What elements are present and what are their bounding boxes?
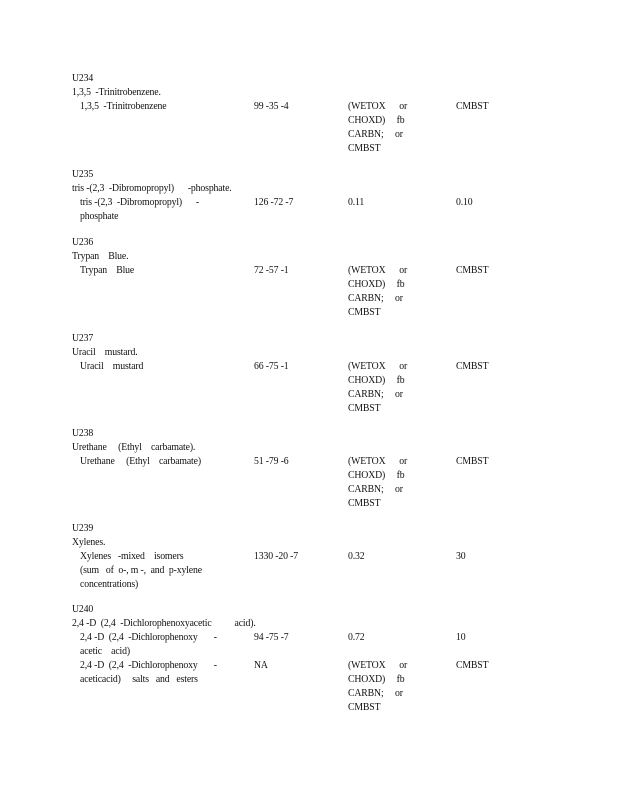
wastewater-standard-line: (WETOX or (348, 265, 408, 276)
cas-number (254, 360, 344, 374)
wastewater-standard (348, 631, 448, 645)
cas-number (254, 196, 344, 210)
nonwastewater-standard-text: 0.10 (456, 197, 473, 208)
constituent-name (80, 360, 250, 374)
cas-number-text: 66 -75 -1 (254, 361, 289, 372)
wastewater-standard-line: CMBST (348, 498, 381, 509)
wastewater-standard (348, 196, 448, 210)
nonwastewater-standard (456, 631, 556, 645)
waste-title: 1,3,5 -Trinitrobenzene. (72, 87, 161, 98)
waste-entry (72, 427, 592, 509)
constituent-name-line: Xylenes -mixed isomers (80, 551, 184, 562)
constituent-name-line: Trypan Blue (80, 265, 135, 276)
constituent-name-line: 1,3,5 -Trinitrobenzene (80, 101, 167, 112)
waste-title: Uracil mustard. (72, 347, 138, 358)
wastewater-standard-line: CHOXD) fb (348, 375, 405, 386)
constituent-name (80, 631, 250, 659)
constituent-name-line: 2,4 -D (2,4 -Dichlorophenoxy - (80, 660, 217, 671)
wastewater-standard (348, 550, 448, 564)
waste-code: U240 (72, 604, 94, 615)
wastewater-standard-line: CARBN; or (348, 688, 403, 699)
constituent-name-line: 2,4 -D (2,4 -Dichlorophenoxy - (80, 632, 217, 643)
wastewater-standard-line: (WETOX or (348, 456, 408, 467)
wastewater-standard (348, 455, 448, 511)
wastewater-standard-line: (WETOX or (348, 101, 408, 112)
nonwastewater-standard-text: CMBST (456, 101, 489, 112)
waste-code: U236 (72, 237, 94, 248)
cas-number-text: 1330 -20 -7 (254, 551, 299, 562)
nonwastewater-standard (456, 264, 556, 278)
constituent-name (80, 100, 250, 114)
cas-number-text: 51 -79 -6 (254, 456, 289, 467)
cas-number (254, 264, 344, 278)
waste-code: U235 (72, 169, 94, 180)
waste-title: tris -(2,3 -Dibromopropyl) -phosphate. (72, 183, 232, 194)
waste-title: Trypan Blue. (72, 251, 129, 262)
nonwastewater-standard (456, 455, 556, 469)
wastewater-standard (348, 659, 448, 715)
constituent-name (80, 455, 250, 469)
wastewater-standard-line: CMBST (348, 702, 381, 713)
nonwastewater-standard (456, 659, 556, 673)
nonwastewater-standard-text: 10 (456, 632, 466, 643)
wastewater-standard (348, 100, 448, 156)
cas-number-text: NA (254, 660, 268, 671)
constituent-name-line: Urethane (Ethyl carbamate) (80, 456, 201, 467)
wastewater-standard-line: CMBST (348, 143, 381, 154)
cas-number-text: 99 -35 -4 (254, 101, 289, 112)
waste-entry (72, 603, 592, 713)
waste-code: U238 (72, 428, 94, 439)
waste-entry (72, 522, 592, 590)
cas-number-text: 72 -57 -1 (254, 265, 289, 276)
waste-entry (72, 72, 592, 154)
wastewater-standard-line: CARBN; or (348, 293, 403, 304)
cas-number (254, 659, 344, 673)
waste-title: Xylenes. (72, 537, 106, 548)
nonwastewater-standard-text: CMBST (456, 660, 489, 671)
wastewater-standard-line: (WETOX or (348, 361, 408, 372)
waste-code: U237 (72, 333, 94, 344)
nonwastewater-standard-text: 30 (456, 551, 466, 562)
nonwastewater-standard-text: CMBST (456, 361, 489, 372)
cas-number (254, 455, 344, 469)
nonwastewater-standard-text: CMBST (456, 265, 489, 276)
wastewater-standard-line: CHOXD) fb (348, 279, 405, 290)
wastewater-standard-line: (WETOX or (348, 660, 408, 671)
constituent-name (80, 264, 250, 278)
constituent-name-line: Uracil mustard (80, 361, 144, 372)
wastewater-standard-line: CHOXD) fb (348, 470, 405, 481)
constituent-name-line: concentrations) (80, 579, 139, 590)
wastewater-standard-line: 0.72 (348, 632, 365, 643)
waste-code: U239 (72, 523, 94, 534)
nonwastewater-standard (456, 360, 556, 374)
constituent-name-line: phosphate (80, 211, 119, 222)
nonwastewater-standard (456, 550, 556, 564)
constituent-name (80, 659, 250, 687)
constituent-name (80, 196, 250, 224)
constituent-name-line: acetic acid) (80, 646, 130, 657)
waste-entry (72, 236, 592, 318)
cas-number (254, 550, 344, 564)
wastewater-standard (348, 264, 448, 320)
waste-title: 2,4 -D (2,4 -Dichlorophenoxyacetic acid). (72, 618, 256, 629)
wastewater-standard-line: CMBST (348, 307, 381, 318)
waste-title: Urethane (Ethyl carbamate). (72, 442, 196, 453)
wastewater-standard-line: 0.32 (348, 551, 365, 562)
wastewater-standard-line: CMBST (348, 403, 381, 414)
cas-number (254, 100, 344, 114)
nonwastewater-standard (456, 196, 556, 210)
waste-entry (72, 168, 592, 222)
wastewater-standard-line: CARBN; or (348, 389, 403, 400)
nonwastewater-standard-text: CMBST (456, 456, 489, 467)
wastewater-standard-line: CARBN; or (348, 484, 403, 495)
wastewater-standard (348, 360, 448, 416)
wastewater-standard-line: CARBN; or (348, 129, 403, 140)
cas-number (254, 631, 344, 645)
waste-entry (72, 332, 592, 414)
wastewater-standard-line: 0.11 (348, 197, 365, 208)
wastewater-standard-line: CHOXD) fb (348, 674, 405, 685)
wastewater-standard-line: CHOXD) fb (348, 115, 405, 126)
cas-number-text: 126 -72 -7 (254, 197, 294, 208)
constituent-name (80, 550, 250, 592)
cas-number-text: 94 -75 -7 (254, 632, 289, 643)
waste-code: U234 (72, 73, 94, 84)
constituent-name-line: (sum of o-, m -, and p-xylene (80, 565, 202, 576)
constituent-name-line: tris -(2,3 -Dibromopropyl) - (80, 197, 199, 208)
nonwastewater-standard (456, 100, 556, 114)
constituent-name-line: aceticacid) salts and esters (80, 674, 198, 685)
